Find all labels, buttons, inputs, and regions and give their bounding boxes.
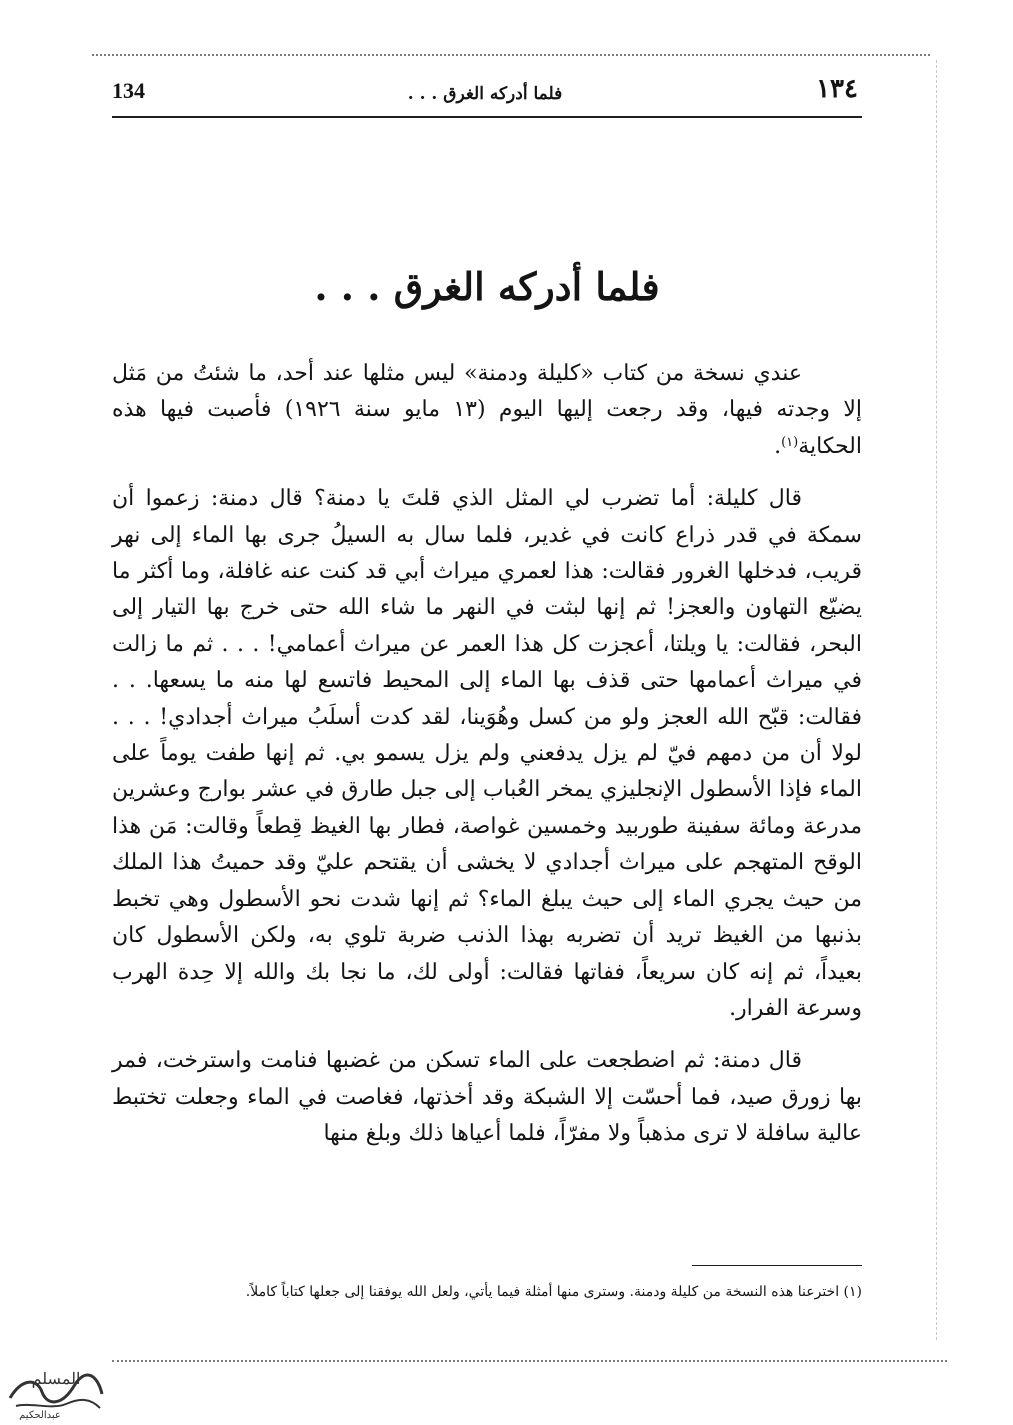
page-header [112,74,858,110]
paragraph-intro-text: عندي نسخة من كتاب «كليلة ودمنة» ليس مثلها عند أحد، ما شئتُ من مَثل إلا وجدته فيها، وقد رجعت إليها اليوم (١٣ مايو سنة ١٩٢٦) فأصبت فيها هذه الحكاية [112,361,862,459]
paragraph-story: قال كليلة: أما تضرب لي المثل الذي قلتَ يا دمنة؟ قال دمنة: زعموا أن سمكة في قدر ذراع كانت في غدير، فلما سال به السيلُ جرى بها الماء إلى نهر قريب، فدخلها الغرور فقالت: هذا لعمري ميراث أبي قد كنت عنه غافلة، وما أكثر ما يضيّع التهاون والعجز! ثم إنها لبثت في النهر ما شاء الله حتى خرج بها التيار إلى البحر، فقالت: يا ويلتا، أعجزت كل هذا العمر عن ميراث أعمامي! . . . ثم ما زالت في ميراث أعمامها حتى قذف بها الماء إلى المحيط فاتسع لها منه ما يسعها. . . فقالت: قبّح الله العجز ولو من كسل وهُوَينا، لقد كدت أسلَبُ ميراث أجدادي! . . . لولا أن من دمهم فيّ لم يزل يدفعني ولم يزل يسمو بي. ثم إنها طفت يوماً على الماء فإذا الأسطول الإنجليزي يمخر العُباب إلى جبل طارق في عشر بوارج وعشرين مدرعة ومائة سفينة طوربيد وخمسين غواصة، فطار بها الغيظ قِطعاً وقالت: مَن هذا الوقح المتهجم على ميراث أجدادي لا يخشى أن يقتحم عليّ وقد حميتُ هذا الملك من حيث يجري الماء إلى حيث يبلغ الماء؟ ثم إنها شدت نحو الأسطول وهي تخبط بذنبها من الغيظ تريد أن تضربه بهذا الذنب ضربة تلوي به، ولكن الأسطول كان بعيداً، ثم إنه كان سريعاً، ففاتها فقالت: أولى لك، ما نجا بك والله إلا حِدة الهرب وسرعة الفرار. [112,486,863,1021]
right-margin-border [936,60,937,1340]
chapter-title: فلما أدركه الغرق . . . [314,264,660,309]
paragraph-intro [112,356,862,465]
top-ornament-border [92,54,930,56]
bottom-ornament-border [112,1360,947,1362]
paragraph-intro-end: . [774,433,782,459]
page-number-latin: 134 [112,78,145,103]
running-title: فلما أدركه الغرق . . . [407,84,563,104]
footnote-separator [692,1265,862,1266]
header-rule [112,116,862,118]
watermark-text: المسلم [31,1369,81,1388]
footnote: (١) اخترعنا هذه النسخة من كليلة ودمنة. وسترى منها أمثلة فيما يأتي، ولعل الله يوفقنا إلى جعلها كتاباً كاملاً. [245,1284,862,1300]
watermark-calligraphy-icon [2,1358,110,1420]
article-body [112,356,862,1169]
page-number-arabic: ١٣٤ [816,74,858,104]
footnote-reference[interactable]: (١) [781,434,799,450]
paragraph-continuation: قال دمنة: ثم اضطجعت على الماء تسكن من غضبها فنامت واسترخت، فمر بها زورق صيد، فما أحسّت إلا الشبكة وقد أخذتها، فغاصت في الماء وجعلت تختبط عالية سافلة لا ترى مذهباً ولا مفرّاً، فلما أعياها ذلك وبلغ منها [112,1048,862,1147]
watermark-subtext: عبدالحكيم [19,1410,61,1420]
watermark-logo [2,1358,110,1420]
